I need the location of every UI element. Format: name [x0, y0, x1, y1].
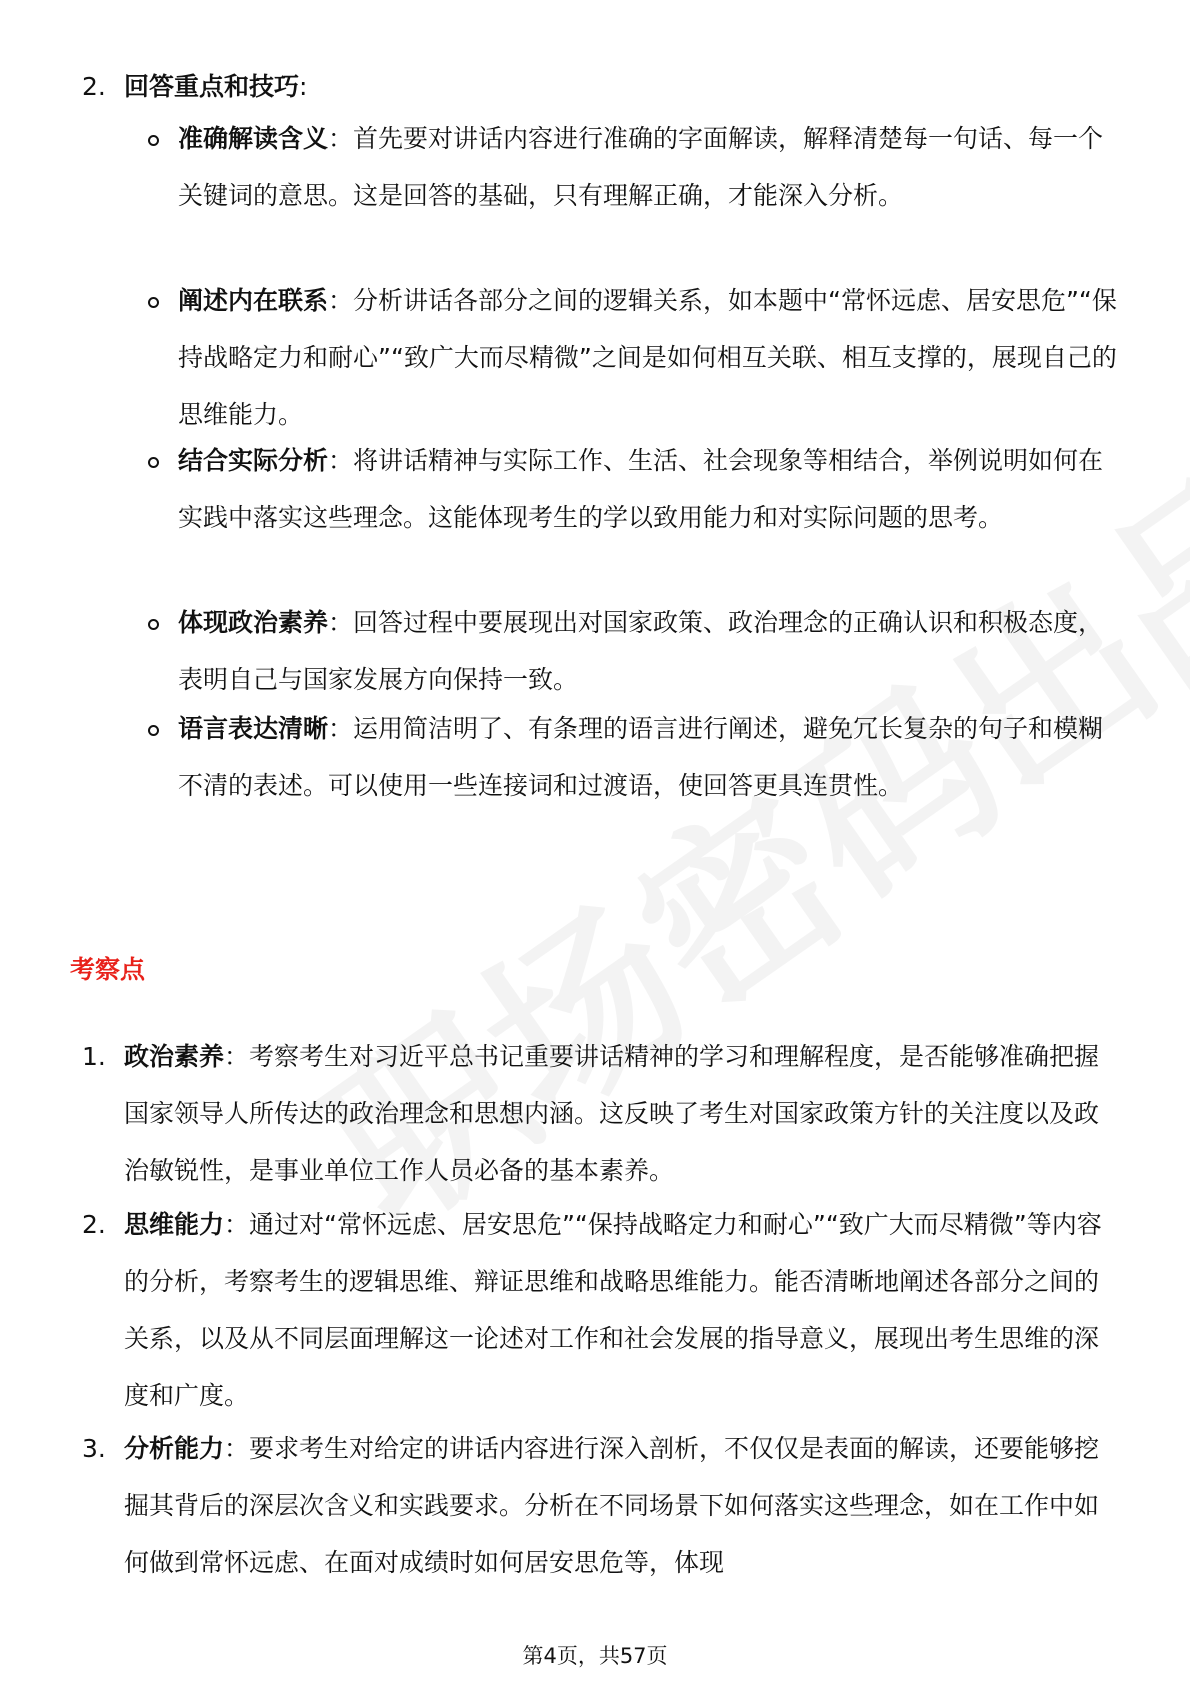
bullet-body: ：将讲话精神与实际工作、生活、社会现象等相结合，举例说明如何在实践中落实这些理念。这能体现考生的学以致用能力和对实际问题的思考。: [178, 446, 1104, 532]
item-number: 2.: [82, 1210, 106, 1239]
point-title: 分析能力: [124, 1434, 225, 1463]
bullet-title: 结合实际分析: [178, 446, 329, 475]
bullet-circle-icon: [148, 457, 159, 468]
bullet-circle-icon: [148, 135, 159, 146]
list-item: [82, 1028, 1122, 1199]
item-number: 1.: [82, 1042, 106, 1071]
page-footer: 第4页，共57页: [522, 1644, 668, 1668]
bullet-title: 语言表达清晰: [178, 714, 329, 743]
bullet-circle-icon: [148, 619, 159, 630]
point-title: 思维能力: [124, 1210, 225, 1239]
bullet-circle-icon: [148, 725, 159, 736]
list-item: [148, 272, 1128, 443]
heading-label: 回答重点和技巧: [124, 72, 300, 101]
list-item: [148, 110, 1128, 224]
item-number: 2.: [82, 72, 106, 101]
section-title: 考察点: [70, 955, 146, 984]
bullet-body: ：首先要对讲话内容进行准确的字面解读，解释清楚每一句话、每一个关键词的意思。这是回答的基础，只有理解正确，才能深入分析。: [178, 124, 1104, 210]
list-item: [148, 432, 1128, 546]
bullet-title: 准确解读含义: [178, 124, 329, 153]
list-item: [148, 594, 1128, 708]
bullet-body: ：回答过程中要展现出对国家政策、政治理念的正确认识和积极态度，表明自己与国家发展方向保持一致。: [178, 608, 1104, 694]
list-item: [82, 1196, 1122, 1424]
point-body: ：要求考生对给定的讲话内容进行深入剖析，不仅仅是表面的解读，还要能够挖掘其背后的深层次含义和实践要求。分析在不同场景下如何落实这些理念，如在工作中如何做到常怀远虑、在面对成绩时如何居安思危等，体现: [124, 1434, 1100, 1577]
point-body: ：通过对“常怀远虑、居安思危”“保持战略定力和耐心”“致广大而尽精微”等内容的分析，考察考生的逻辑思维、辩证思维和战略思维能力。能否清晰地阐述各部分之间的关系，以及从不同层面理解这一论述对工作和社会发展的指导意义，展现出考生思维的深度和广度。: [124, 1210, 1102, 1410]
bullet-circle-icon: [148, 297, 159, 308]
heading-item: [82, 58, 1122, 115]
bullet-body: ：分析讲话各部分之间的逻辑关系，如本题中“常怀远虑、居安思危”“保持战略定力和耐心”“致广大而尽精微”之间是如何相互关联、相互支撑的，展现自己的思维能力。: [178, 286, 1117, 429]
heading-colon: :: [299, 72, 308, 101]
list-item: [82, 1420, 1122, 1591]
bullet-body: ：运用简洁明了、有条理的语言进行阐述，避免冗长复杂的句子和模糊不清的表述。可以使用一些连接词和过渡语，使回答更具连贯性。: [178, 714, 1104, 800]
item-number: 3.: [82, 1434, 106, 1463]
list-item: [148, 700, 1128, 814]
point-title: 政治素养: [124, 1042, 225, 1071]
bullet-title: 体现政治素养: [178, 608, 329, 637]
point-body: ：考察考生对习近平总书记重要讲话精神的学习和理解程度，是否能够准确把握国家领导人所传达的政治理念和思想内涵。这反映了考生对国家政策方针的关注度以及政治敏锐性，是事业单位工作人员必备的基本素养。: [124, 1042, 1100, 1185]
bullet-title: 阐述内在联系: [178, 286, 329, 315]
